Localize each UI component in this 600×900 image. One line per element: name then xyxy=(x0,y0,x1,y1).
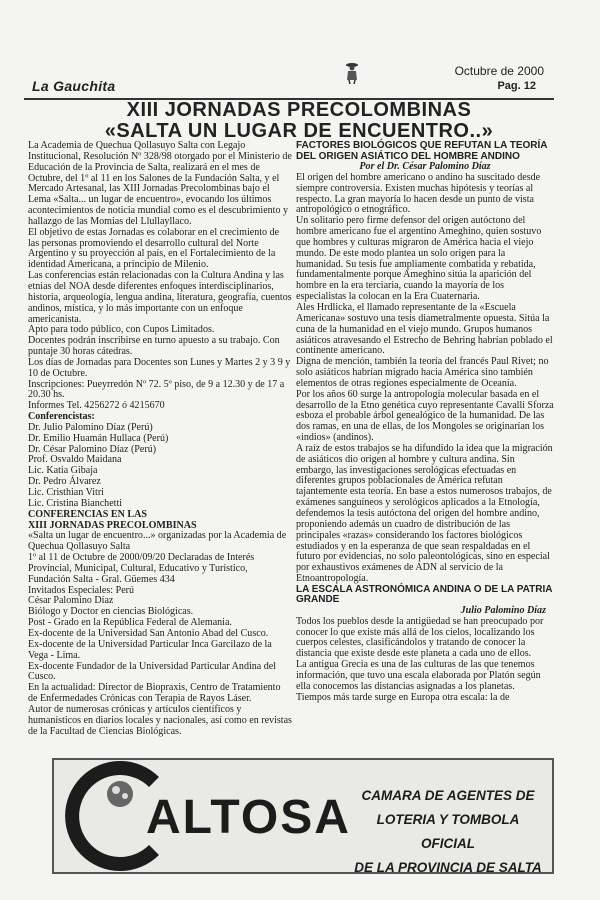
speaker-item: Dr. Julio Palomino Díaz (Perú) xyxy=(28,421,153,433)
left-column xyxy=(28,141,292,737)
ad-caption-line: DE LA PROVINCIA DE SALTA xyxy=(354,860,542,874)
paragraph: Los días de Jornadas para Docentes son Lunes y Martes 2 y 3 9 y 10 de Octubre. xyxy=(28,356,291,379)
ad-caption xyxy=(350,784,546,874)
right-column xyxy=(296,141,554,704)
headline-line-1: XIII JORNADAS PRECOLOMBINAS xyxy=(126,99,472,121)
masthead xyxy=(24,62,554,100)
byline: Por el Dr. César Palomino Díaz xyxy=(359,161,491,172)
paragraph: Ex-docente Fundador de la Universidad Particular Andina del Cusco. xyxy=(28,660,277,683)
page-number: Pag. 12 xyxy=(497,80,536,92)
paragraph: En la actualidad: Director de Biopraxis, Centro de Tratamiento de Enfermedades Crónicas con Terapia de Rayos Láser. xyxy=(28,682,281,705)
paragraph: 1º al 11 de Octubre de 2000/09/20 Declaradas de Interés Provincial, Municipal, Cultural, Educativo y Turístico, Fundación Salta - Gral. Güemes 434 xyxy=(28,552,255,585)
speakers-heading: Conferencistas: xyxy=(28,411,95,423)
article-heading: LA ESCALA ASTRONÓMICA ANDINA O DE LA PATRIA GRANDE xyxy=(296,583,553,606)
paragraph: Invitados Especiales: Perú xyxy=(28,584,135,596)
paragraph: Post - Grado en la República Federal de Alemania. xyxy=(28,617,232,629)
speaker-item: Prof. Osvaldo Maidana xyxy=(28,454,122,466)
speaker-item: Dr. Emilio Huamán Hullaca (Perú) xyxy=(28,432,169,444)
paragraph: Informes Tel. 4256272 ó 4215670 xyxy=(28,400,165,412)
paragraph: Docentes podrán inscribirse en turno apuesto a su trabajo. Con puntaje 30 horas cátedras. xyxy=(28,335,280,358)
ad-caption-line: CAMARA DE AGENTES DE xyxy=(361,788,535,803)
paragraph: Ales Hrdlicka, el llamado representante de la «Escuela Americana» sostuvo una tesis diametralmente opuesta. Sitúa la cuna de la humanidad en el viejo mundo. Grupos humanos asiáticos atravesando el Estrecho de Behring habrían poblado el continente americano. xyxy=(296,301,553,357)
paragraph: A raíz de estos trabajos se ha difundido la idea que la migración de asiáticos dio origen al hombre y cultura andina. Sin embargo, las investigaciones serológicas efectuadas en diferentes grupos poblacionales de América refutan tajantemente esta teoría. En base a estos numerosos trabajos, de exámenes sanguíneos y serológicos aplicados a la Etnología, defendemos la tesis autóctona del origen del hombre andino, proponiendo además un cuadro de distribución de las principales «razas» considerando los factores biológicos estudiados y en la esperanza de que sean respaldadas en el futuro por evidencias, no solo paleontológicas, sino en especial por exhaustivos exámenes de ADN al servicio de la Etnoantropología. xyxy=(296,442,553,585)
paragraph: Inscripciones: Pueyrredón Nº 72. 5º piso, de 9 a 12.30 y de 17 a 20.30 hs. xyxy=(28,378,285,401)
article-heading: FACTORES BIOLÓGICOS QUE REFUTAN LA TEORÍA DEL ORIGEN ASIÁTICO DEL HOMBRE ANDINO xyxy=(296,140,548,162)
paragraph: Apto para todo público, con Cupos Limitados. xyxy=(28,324,215,336)
speaker-item: Dr. Pedro Álvarez xyxy=(28,476,101,488)
speaker-item: Lic. Cristhian Vitri xyxy=(28,487,104,498)
issue-date: Octubre de 2000 xyxy=(454,64,544,78)
paragraph: Autor de numerosas crónicas y artículos científicos y humanísticos en diarios locales y nacionales, así como en revistas de la Facultad de Ciencias Biológicas. xyxy=(28,703,292,737)
conferences-heading: XIII JORNADAS PRECOLOMBINAS xyxy=(28,519,197,531)
newspaper-name: La Gauchita xyxy=(32,78,116,94)
paragraph: «Salta un lugar de encuentro...» organizadas por la Academia de Quechua Qollasuyo Salta xyxy=(28,530,287,553)
paragraph: La antigua Grecia es una de las culturas de las que tenemos información, que tuvo una escala elaborada por Platón según ella conocemos las distancias asignadas a los planetas. xyxy=(296,659,541,692)
paragraph: Todos los pueblos desde la antigüedad se han preocupado por conocer lo que existe más allá de los cielos, localizando los cuerpos celestes, clasificándolos y tratando de conocer la distancia que existe desde este planeta a cada uno de ellos. xyxy=(296,615,544,660)
paragraph: Por los años 60 surge la antropología molecular basada en el desarrollo de la Etno genética cuyo representante Cavalli Sforza esboza el probable árbol genealógico de la humanidad. De las dos ramas, en una de ellas, de los Mongoles se originarían los «indios» (andinos). xyxy=(296,388,554,444)
paragraph: César Palomino Díaz xyxy=(28,595,114,607)
paragraph: Digna de mención, también la teoría del francés Paul Rivet; no solo asiáticos habrían migrado hacia América sino también elementos de otras regiones especialmente de Oceanía. xyxy=(296,356,549,389)
ad-caption-line: LOTERIA Y TOMBOLA OFICIAL xyxy=(376,812,520,851)
paragraph: Ex-docente de la Universidad Particular Inca Garcilazo de la Vega - Lima. xyxy=(28,638,272,661)
brand-name: ALTOSA xyxy=(146,791,351,844)
paragraph: Ex-docente de la Universidad San Antonio Abad del Cusco. xyxy=(28,627,269,639)
paragraph: Las conferencias están relacionadas con la Cultura Andina y las etnias del NOA desde diferentes enfoques interdisciplinarios, historia, arqueología, lengua andina, literatura, geografía, cuentos andinos, mística, y lo más importante con un enfoque americanista. xyxy=(28,270,292,325)
byline: Julio Palomino Díaz xyxy=(460,604,546,616)
conferences-heading: CONFERENCIAS EN LAS xyxy=(28,508,147,520)
paragraph: Un solitario pero firme defensor del origen autóctono del hombre americano fue el argentino Ameghino, quien sostuvo que hombres y culturas migraron de América hacia el viejo mundo. De este modo plantea un solo origen para la humanidad. Su tesis fue ampliamente combatida y rebatida, fundamentalmente porque Ameghino sitúa la aparición del hombre en la era terciaria, cuando la mayoría de los especialistas la colocan en la Era Cuaternaria. xyxy=(296,215,542,303)
speaker-item: Lic. Cristina Bianchetti xyxy=(28,497,123,509)
speaker-item: Dr. César Palomino Díaz (Perú) xyxy=(28,443,157,455)
speaker-item: Lic. Katia Gibaja xyxy=(28,465,98,477)
paragraph: La Academia de Quechua Qollasuyo Salta con Legajo Institucional, Resolución Nº 328/98 otorgado por el Ministerio de Educación de la Provincia de Salta, realizará en el mes de Octubre, del 1º al 11 en los Salones de la Fundación Salta, y el Mercado Artesanal, las XIII Jornadas Precolombinas bajo el Lema «Salta... un lugar de encuentro», evocando los últimos acontecimientos de noticia mundial como es el descubrimiento y hallazgo de las Momias del Llullayllaco. xyxy=(28,140,292,227)
paragraph: Tiempos más tarde surge en Europa otra escala: la de xyxy=(296,691,510,703)
paragraph: El objetivo de estas Jornadas es colaborar en el crecimiento de las personas promoviendo el desarrollo cultural del Norte Argentino y su proyección al país, en el Fortalecimiento de la identidad Americana, a principio de Milenio. xyxy=(28,226,280,271)
gaucho-figure-icon xyxy=(344,62,360,84)
headline-line-2: «SALTA UN LUGAR DE ENCUENTRO..» xyxy=(104,120,494,142)
advertisement xyxy=(52,758,554,874)
paragraph: El origen del hombre americano o andino ha suscitado desde siempre controversia. Existen muchas hipótesis y teorías al respecto. La gran mayoría lo hacen desde un punto de vista antropológico o etnográfico. xyxy=(296,171,541,216)
paragraph: Biólogo y Doctor en ciencias Biológicas. xyxy=(28,606,194,618)
